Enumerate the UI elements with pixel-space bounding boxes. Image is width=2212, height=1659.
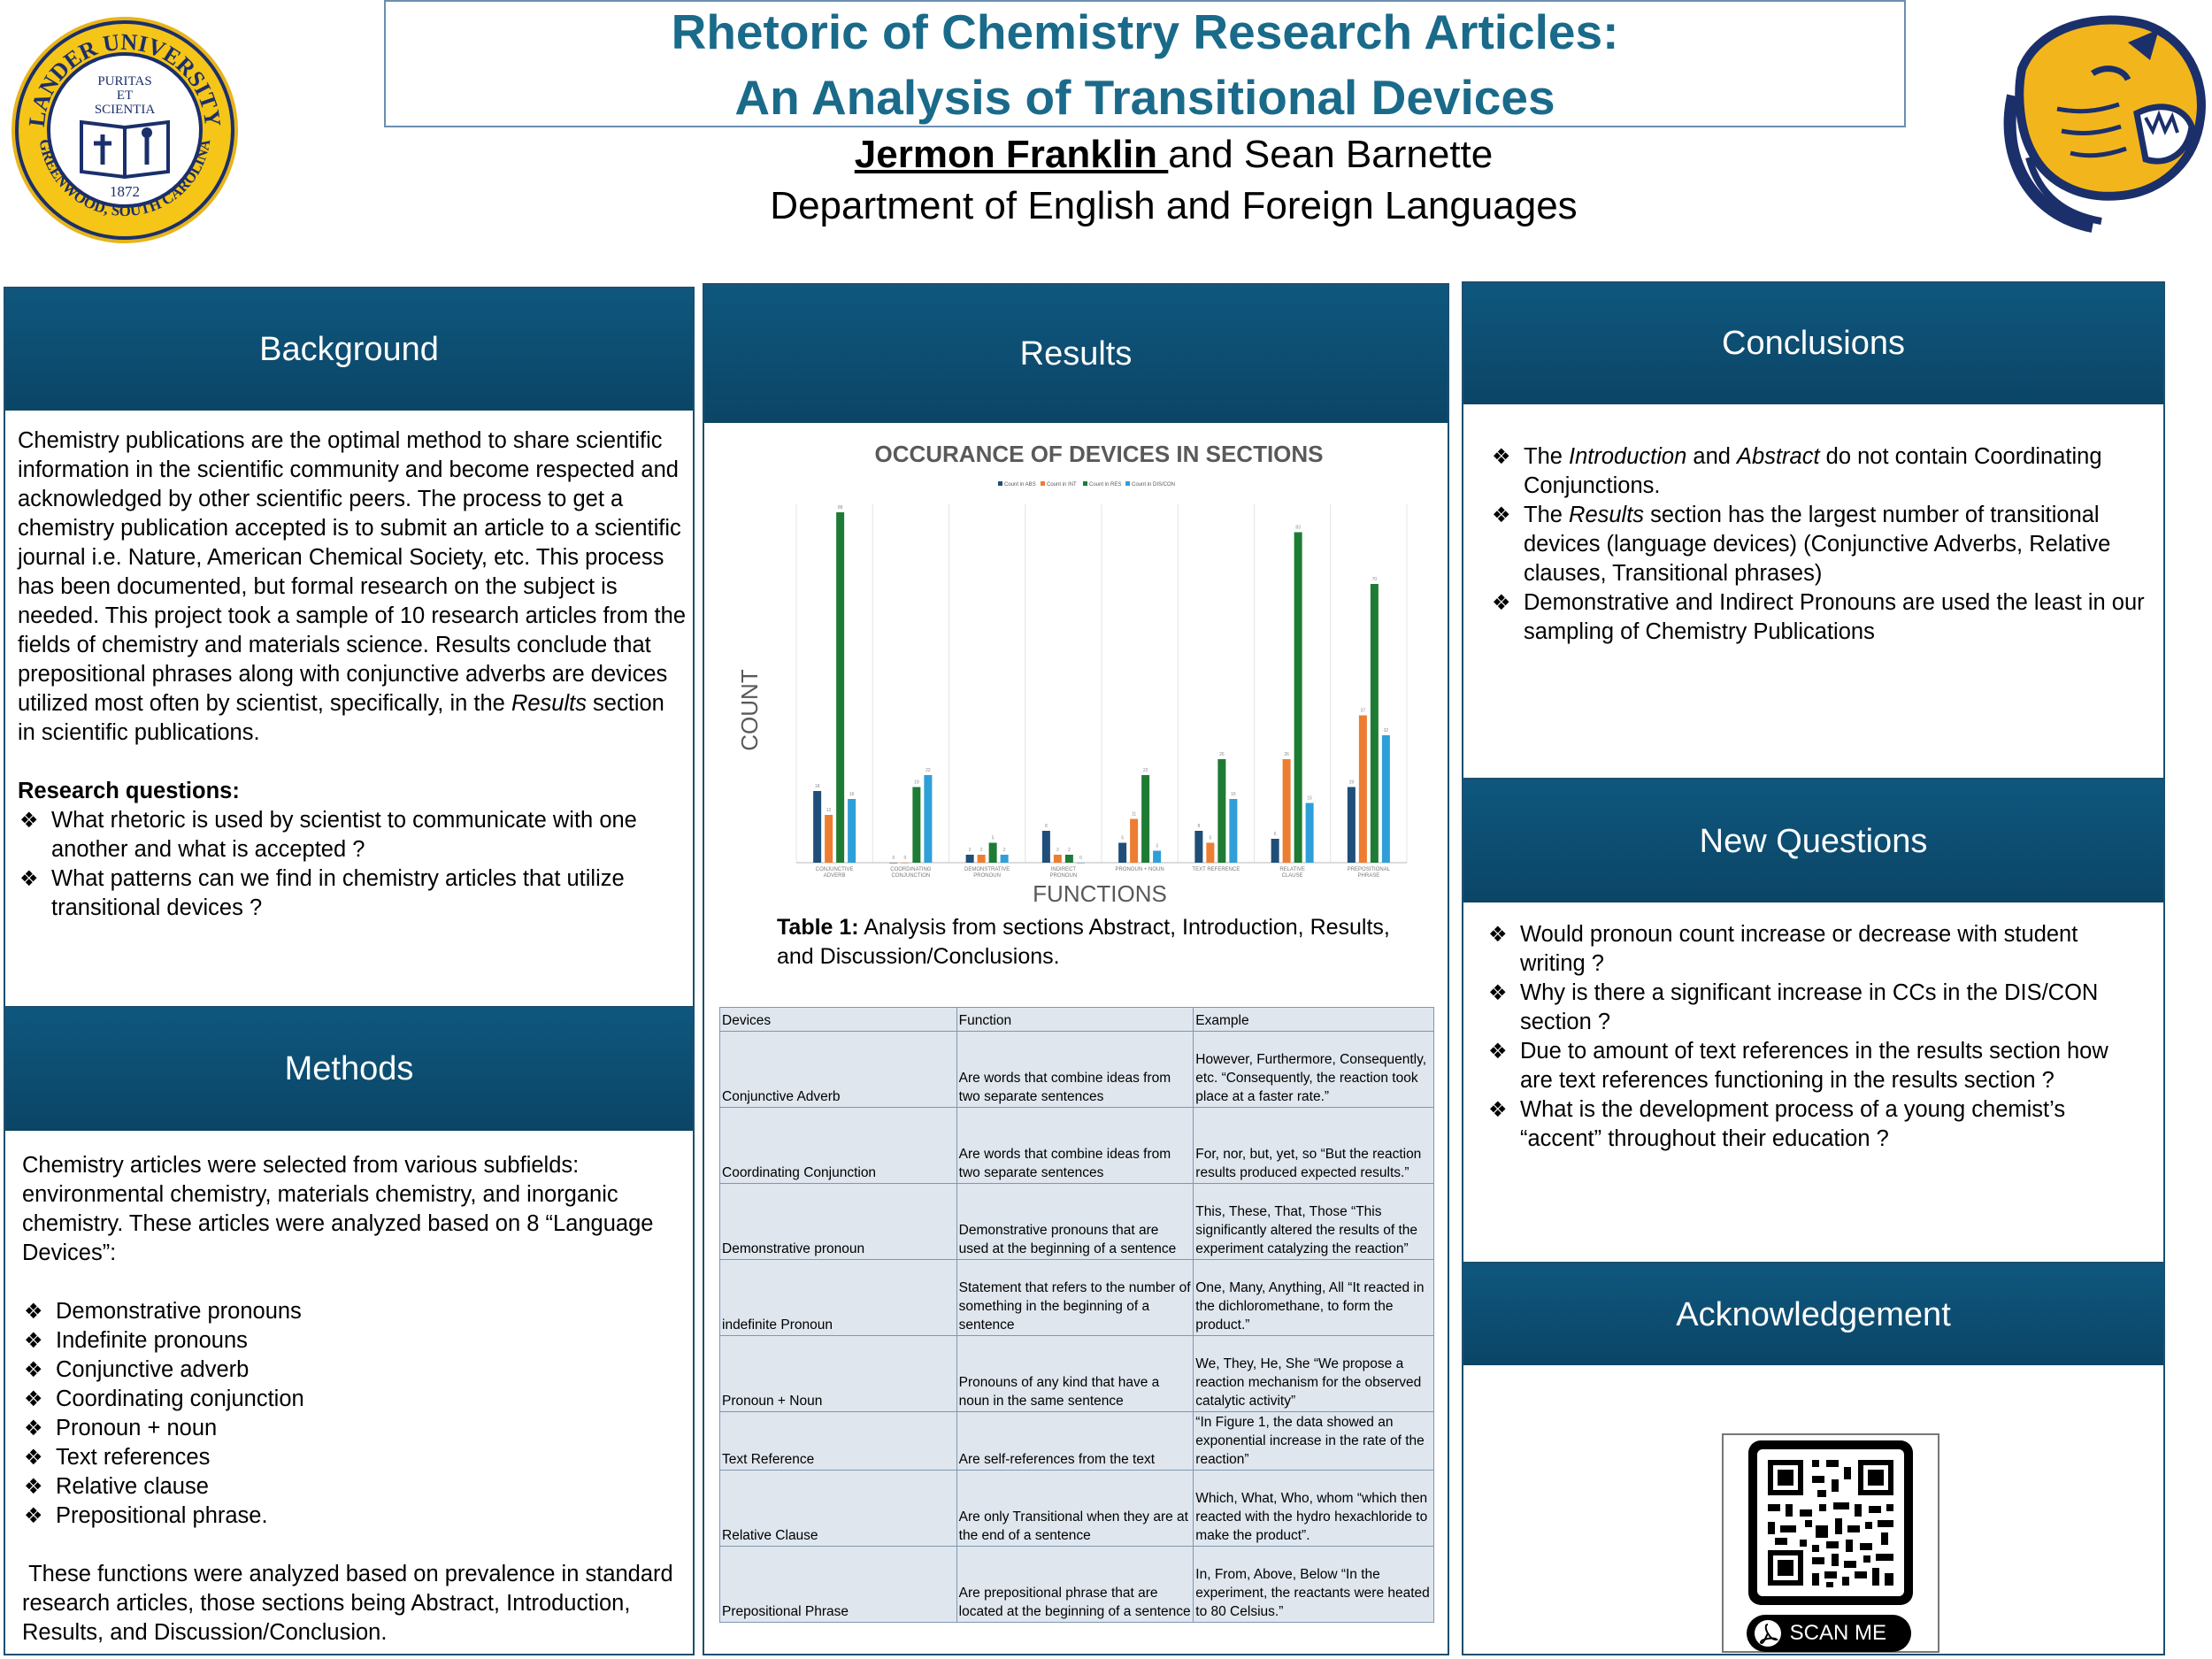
seal-book-icon xyxy=(81,122,168,177)
background-paragraph: Chemistry publications are the optimal method to share scientific information in the scientific community and become respected and acknowledged by other scientific peers. The process to get a chemistry publication accepted is to submit an article to a scientific journal i.e. Nature, American Chemical Society, etc. This process has been documented, but formal research on the subject is needed. This project took a sample of 10 research articles from the fields of chemistry and materials science. Results conclude that prepositional phrases along with conjunctive adverbs are devices utilized most often by scientist, specifically, in the Results section in scientific publications. xyxy=(18,428,687,745)
chart-data-label: 0 xyxy=(903,856,907,861)
chart-category-label: CONJUNCTIVE xyxy=(815,867,854,872)
chart-bar xyxy=(1217,759,1225,863)
chart-x-axis-label: FUNCTIONS xyxy=(1033,880,1167,907)
conclusion-item: ❖ Demonstrative and Indirect Pronouns are used the least in our sampling of Chemistry Publications xyxy=(1490,588,2145,647)
chart-bar xyxy=(1206,843,1214,864)
table-header: Function xyxy=(956,1008,1194,1032)
legend-swatch xyxy=(1125,481,1130,486)
results-heading: Results xyxy=(704,285,1448,423)
chart-bar xyxy=(901,863,909,864)
presenter-name: Jermon Franklin xyxy=(854,133,1169,176)
university-seal xyxy=(9,14,241,246)
table-row: Demonstrative pronoun Demonstrative pronouns that are used at the beginning of a sentence This, These, That, Those “This significantly altered the results of the experiment catalyzing the reaction” xyxy=(720,1184,1434,1260)
legend-label: Count in INT xyxy=(1047,482,1077,488)
devices-table xyxy=(719,1007,1434,1623)
chart-data-label: 19 xyxy=(1348,780,1355,786)
chart-data-label: 8 xyxy=(1044,824,1048,829)
qr-code-icon[interactable] xyxy=(1748,1440,1913,1605)
chart-category-label: CLAUSE xyxy=(1281,873,1303,879)
background-heading: Background xyxy=(5,288,693,411)
chart-data-label: 8 xyxy=(1197,824,1201,829)
chart-bar xyxy=(1141,775,1149,863)
methods-panel xyxy=(4,1006,695,1655)
chart-category-label: CONJUNCTION xyxy=(891,873,931,879)
chart-bar xyxy=(848,799,856,863)
chart-bar xyxy=(1001,855,1009,863)
poster-title-line-2: An Analysis of Transitional Devices xyxy=(734,70,1555,125)
background-panel xyxy=(4,287,695,1008)
device-item: ❖ Pronoun + noun xyxy=(22,1414,681,1443)
research-questions-heading: Research questions: xyxy=(18,779,240,803)
chart-bar xyxy=(1306,803,1314,864)
new-questions-list xyxy=(1486,920,2141,1154)
legend-label: Count in RES xyxy=(1089,482,1122,488)
legend-swatch xyxy=(1041,481,1045,486)
device-item: ❖ Demonstrative pronouns xyxy=(22,1297,681,1326)
seal-year: 1872 xyxy=(110,183,140,200)
background-body xyxy=(18,426,686,923)
chart-data-label: 2 xyxy=(1056,848,1059,853)
chart-bar xyxy=(978,855,986,863)
table-header: Example xyxy=(1194,1008,1434,1032)
results-panel xyxy=(703,283,1449,1655)
chart-category-label: RELATIVE xyxy=(1279,867,1305,872)
chart-category-labels xyxy=(816,867,1391,879)
chart-bar xyxy=(1130,819,1138,864)
legend-swatch xyxy=(1083,481,1087,486)
acknowledgement-heading: Acknowledgement xyxy=(1463,1264,2163,1365)
chart-data-label: 15 xyxy=(1307,795,1312,802)
conclusions-heading: Conclusions xyxy=(1463,283,2163,404)
chart-data-label: 18 xyxy=(814,784,820,789)
chart-bar xyxy=(1348,787,1356,864)
legend-label: Count in ABS xyxy=(1004,482,1036,488)
chart-bar xyxy=(1229,799,1237,863)
methods-closing: These functions were analyzed based on prevalence in standard research articles, those sections being Abstract, Introduction, Results, and Discussion/Conclusion. xyxy=(22,1562,680,1645)
chart-category-label: INDIRECT xyxy=(1050,867,1077,872)
chart-bar xyxy=(966,855,974,863)
new-question-item: ❖ Why is there a significant increase in CCs in the DIS/CON section ? xyxy=(1486,979,2141,1037)
chart-category-label: PREPOSITIONAL xyxy=(1347,867,1391,872)
new-question-item: ❖ Would pronoun count increase or decrease with student writing ? xyxy=(1486,920,2141,979)
department: Department of English and Foreign Languages xyxy=(770,184,1578,227)
methods-body xyxy=(22,1151,681,1647)
new-question-item: ❖ What is the development process of a young chemist’s “accent” throughout their education ? xyxy=(1486,1095,2141,1154)
table-caption: Table 1: Analysis from sections Abstract, Introduction, Results, and Discussion/Conclusions. xyxy=(777,915,1390,969)
chart-bar xyxy=(1194,831,1202,863)
chart-bar xyxy=(1283,759,1291,863)
pdf-icon xyxy=(1754,1619,1782,1647)
device-item: ❖ Text references xyxy=(22,1443,681,1472)
chart-bar xyxy=(924,775,932,863)
new-questions-heading: New Questions xyxy=(1463,780,2163,902)
chart-bar xyxy=(1271,839,1279,863)
chart-data-label: 70 xyxy=(1371,577,1378,582)
authors xyxy=(384,133,1963,177)
table-row: Conjunctive Adverb Are words that combine ideas from two separate sentences However, Furthermore, Consequently, etc. “Consequently, the reaction took place at a faster rate.” xyxy=(720,1032,1434,1108)
conclusion-item: ❖ The Results section has the largest number of transitional devices (language devices) (Conjunctive Adverbs, Relative clauses, Transitional phrases) xyxy=(1490,501,2145,588)
chart-data-label: 5 xyxy=(1121,835,1125,841)
chart-category-label: DEMONSTRATIVE xyxy=(964,867,1010,872)
chart-bar xyxy=(1077,863,1085,864)
seal-bottom-text: GREENWOOD, SOUTH CAROLINA xyxy=(35,137,214,219)
table-row: Prepositional Phrase Are prepositional phrase that are located at the beginning of a sentence In, From, Above, Below “In the experiment, the reactants were heated to 80 Celsius.” xyxy=(720,1547,1434,1623)
chart-bar xyxy=(1118,843,1126,864)
research-question: ❖ What rhetoric is used by scientist to communicate with one another and what is accepted ? xyxy=(18,806,686,864)
chart-data-label: 2 xyxy=(968,848,972,853)
coauthor-name: and Sean Barnette xyxy=(1168,133,1494,176)
chart-data-label: 3 xyxy=(1156,843,1159,849)
chart-data-label: 0 xyxy=(1079,856,1082,861)
chart-bar xyxy=(1153,851,1161,864)
devices-list xyxy=(22,1297,681,1531)
chart-data-label: 5 xyxy=(991,835,995,841)
methods-intro: Chemistry articles were selected from various subfields: environmental chemistry, materials chemistry, and inorganic chemistry. These articles were analyzed based on 8 “Language Devices”: xyxy=(22,1153,654,1265)
seal-motto-3: SCIENTIA xyxy=(94,103,156,117)
poster-title-line-1: Rhetoric of Chemistry Research Articles: xyxy=(671,4,1619,59)
title-box xyxy=(384,0,1906,127)
device-item: ❖ Conjunctive adverb xyxy=(22,1356,681,1385)
device-item: ❖ Prepositional phrase. xyxy=(22,1502,681,1531)
new-questions-body xyxy=(1486,920,2141,1154)
chart-category-label: COORDINATING xyxy=(890,867,932,872)
chart-bar xyxy=(1382,735,1390,863)
chart-bar xyxy=(1294,533,1302,864)
chart-bar xyxy=(836,512,844,863)
chart-title: OCCURANCE OF DEVICES IN SECTIONS xyxy=(874,441,1324,467)
lion-mascot-icon xyxy=(1995,7,2208,233)
legend-swatch xyxy=(998,481,1002,486)
chart-bar xyxy=(1371,584,1379,863)
conclusions-list xyxy=(1490,442,2145,647)
chart-data-label: 0 xyxy=(892,856,895,861)
chart-category-label: PRONOUN + NOUN xyxy=(1115,867,1164,872)
chart-bar xyxy=(989,843,997,864)
chart-data-label: 22 xyxy=(926,768,931,773)
chart-data-label: 12 xyxy=(826,808,832,813)
conclusions-body xyxy=(1490,442,2145,647)
scan-me-label: SCAN ME xyxy=(1789,1621,1886,1645)
chart-data-label: 5 xyxy=(1209,835,1212,841)
chart-category-label: PRONOUN xyxy=(1049,873,1078,879)
chart-data-label: 2 xyxy=(1067,848,1071,853)
chart-bar xyxy=(912,787,920,864)
chart-bar xyxy=(1359,716,1367,864)
chart-bar xyxy=(825,815,833,863)
table-row: indefinite Pronoun Statement that refers to the number of something in the beginning of a sentence One, Many, Anything, All “It reacted in the dichloromethane, to form the product.” xyxy=(720,1260,1434,1336)
chart-bar xyxy=(813,791,821,863)
chart-data-label: 32 xyxy=(1383,728,1389,733)
chart-data-label: 37 xyxy=(1360,708,1366,714)
chart-data-label: 26 xyxy=(1284,752,1289,757)
chart-category-label: PHRASE xyxy=(1357,873,1380,879)
chart-data-label: 26 xyxy=(1219,752,1225,757)
device-item: ❖ Relative clause xyxy=(22,1472,681,1502)
table-header-row xyxy=(720,1008,1434,1032)
devices-bar-chart xyxy=(713,431,1439,1068)
table-row: Pronoun + Noun Pronouns of any kind that have a noun in the same sentence We, They, He, She “We propose a reaction mechanism for the observed catalytic activity” xyxy=(720,1336,1434,1412)
seal-top-text: LANDER UNIVERSITY xyxy=(23,28,227,128)
chart-data-label: 16 xyxy=(849,792,855,797)
chart-data-label: 11 xyxy=(1132,811,1137,818)
new-question-item: ❖ Due to amount of text references in the results section how are text references functioning in the results section ? xyxy=(1486,1037,2141,1095)
new-questions-panel xyxy=(1462,779,2165,1263)
chart-category-label: ADVERB xyxy=(823,873,846,879)
chart-data-label: 2 xyxy=(979,848,983,853)
chart-category-label: TEXT REFERENCE xyxy=(1192,867,1240,872)
chart-data-label: 19 xyxy=(914,780,919,786)
table-row: Coordinating Conjunction Are words that combine ideas from two separate sentences For, nor, but, yet, so “But the reaction results produced expected results.” xyxy=(720,1108,1434,1184)
conclusion-item: ❖ The Introduction and Abstract do not contain Coordinating Conjunctions. xyxy=(1490,442,2145,501)
seal-motto-2: ET xyxy=(116,88,134,103)
scan-me-button[interactable] xyxy=(1747,1615,1911,1652)
chart-data-label: 16 xyxy=(1231,792,1236,797)
chart-bar xyxy=(889,863,897,864)
table-row: Relative Clause Are only Transitional when they are at the end of a sentence Which, What, Who, whom “which then reacted with the hydro hexachloride to make the product”. xyxy=(720,1471,1434,1547)
chart-data-label: 88 xyxy=(837,505,843,511)
legend-label: Count in DIS/CON xyxy=(1132,482,1176,488)
seal-motto-1: PURITAS xyxy=(97,74,152,88)
device-item: ❖ Coordinating conjunction xyxy=(22,1385,681,1414)
chart-data-label: 6 xyxy=(1273,832,1277,837)
table-row: Text Reference Are self-references from the text “In Figure 1, the data showed an exponential increase in the rate of the reaction” xyxy=(720,1412,1434,1471)
chart-bar xyxy=(1054,855,1062,863)
chart-data-label: 83 xyxy=(1295,525,1301,531)
chart-y-axis-label: COUNT xyxy=(736,669,763,751)
chart-data-label: 2 xyxy=(1002,848,1006,853)
chart-bar xyxy=(1042,831,1050,863)
conclusions-panel xyxy=(1462,281,2165,780)
methods-heading: Methods xyxy=(5,1008,693,1131)
research-questions-list xyxy=(18,806,686,923)
chart-category-label: PRONOUN xyxy=(973,873,1001,879)
table-header: Devices xyxy=(720,1008,957,1032)
chart-legend xyxy=(998,481,1175,488)
chart-data-label: 22 xyxy=(1142,768,1148,773)
research-question: ❖ What patterns can we find in chemistry articles that utilize transitional devices ? xyxy=(18,864,686,923)
chart-gridlines xyxy=(796,504,1407,863)
chart-bar xyxy=(1065,855,1073,863)
device-item: ❖ Indefinite pronouns xyxy=(22,1326,681,1356)
